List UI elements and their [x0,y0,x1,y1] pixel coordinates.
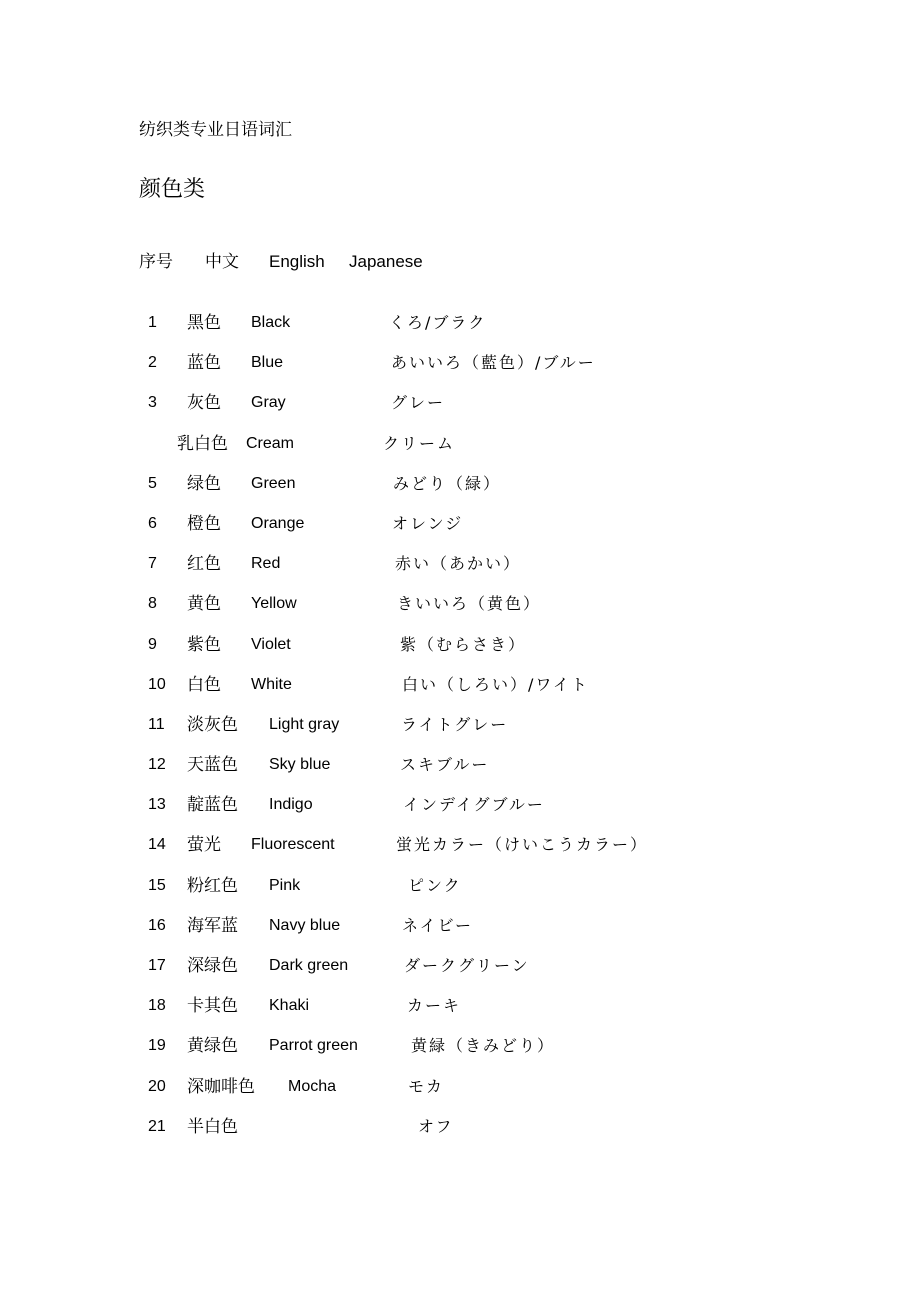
row-chinese: 红色 [187,554,221,575]
row-chinese: 粉红色 [187,875,238,896]
row-english: White [251,675,292,693]
row-japanese: 黄緑（きみどり） [411,1036,556,1056]
row-japanese: 白い（しろい）/ワイト [402,674,589,694]
row-chinese: 深绿色 [187,956,238,976]
row-japanese: モカ [408,1076,445,1096]
row-english: Mocha [288,1077,337,1095]
row-chinese: 白色 [187,674,221,695]
row-chinese: 黑色 [187,313,221,333]
table-header-ja: Japanese [349,252,423,271]
row-english: Orange [251,514,305,532]
row-chinese: 黄绿色 [187,1036,238,1057]
row-number: 17 [148,957,166,974]
row-english: Green [251,474,296,492]
row-japanese: スキブルー [400,755,490,775]
row-chinese: 半白色 [187,1116,238,1137]
row-japanese: みどり（緑） [393,473,502,493]
row-english: Violet [251,635,291,653]
vocab-row [0,633,920,673]
row-english: Yellow [251,595,297,613]
row-japanese: ダークグリーン [404,956,530,975]
vocab-row [0,713,920,753]
row-number: 13 [148,796,166,814]
row-chinese: 蓝色 [187,353,221,374]
vocab-row [0,1075,920,1115]
row-chinese: 绿色 [187,473,221,494]
section-title: 颜色类 [139,177,206,202]
row-chinese: 乳白色 [177,433,228,454]
vocab-row [0,874,920,914]
row-number: 2 [148,354,157,372]
row-english: Light gray [269,715,340,733]
vocab-row [0,793,920,833]
row-english: Cream [246,434,295,452]
row-chinese: 紫色 [187,634,221,655]
row-number: 9 [148,635,157,653]
vocab-row [0,311,920,351]
row-japanese: オレンジ [392,513,464,533]
row-chinese: 卡其色 [187,996,238,1017]
row-english: Dark green [269,957,349,974]
row-chinese: 天蓝色 [187,755,238,776]
row-english: Khaki [269,997,310,1015]
table-header-en: English [269,252,325,271]
vocab-row [0,351,920,391]
vocab-row [0,954,920,994]
row-english: Red [251,555,281,573]
row-chinese: 橙色 [187,513,221,534]
row-english: Parrot green [269,1037,358,1055]
document-title: 纺织类专业日语词汇 [139,120,292,140]
row-chinese: 淡灰色 [187,714,238,735]
row-japanese: 紫（むらさき） [400,634,527,654]
vocab-row [0,1115,920,1155]
vocab-row [0,472,920,512]
row-chinese: 海军蓝 [187,915,238,936]
vocabulary-list [0,311,920,1155]
row-number: 14 [148,836,166,854]
row-japanese: 蛍光カラー（けいこうカラー） [396,835,649,855]
row-japanese: カーキ [407,996,462,1016]
row-number: 11 [148,715,165,733]
row-chinese: 深咖啡色 [187,1076,255,1097]
vocab-row [0,914,920,954]
row-number: 16 [148,916,166,934]
row-japanese: ネイビー [402,915,474,935]
vocab-row [0,592,920,632]
row-english: Sky blue [269,756,331,774]
row-number: 21 [148,1117,166,1135]
row-chinese: 萤光 [187,835,221,856]
row-chinese: 黄色 [187,594,221,615]
vocab-row [0,552,920,592]
row-english: Black [251,314,291,331]
row-japanese: ライトグレー [401,714,509,734]
row-japanese: クリーム [383,433,456,453]
row-number: 19 [148,1037,166,1055]
vocab-row [0,1034,920,1074]
row-japanese: オフ [418,1116,454,1136]
row-number: 12 [148,756,166,774]
table-header-num: 序号 [139,252,173,272]
row-english: Gray [251,394,286,412]
row-japanese: ピンク [408,875,462,895]
row-number: 7 [148,555,157,573]
row-japanese: あいいろ（藍色）/ブルー [391,353,596,373]
row-japanese: グレー [391,393,446,413]
row-number: 20 [148,1077,166,1095]
row-japanese: 赤い（あかい） [395,554,522,574]
row-number: 6 [148,514,157,532]
vocab-row [0,391,920,431]
row-number: 3 [148,394,157,412]
vocab-row [0,512,920,552]
row-number: 8 [148,595,157,613]
row-english: Indigo [269,796,313,814]
table-header-zh: 中文 [205,252,239,272]
row-chinese: 靛蓝色 [187,795,238,816]
vocab-row [0,753,920,793]
row-english: Blue [251,354,284,372]
row-japanese: インデイグブルー [403,795,545,815]
row-number: 5 [148,474,157,492]
row-number: 18 [148,997,166,1015]
row-japanese: くろ/ブラク [389,313,487,332]
row-number: 10 [148,675,166,693]
row-english: Fluorescent [251,836,335,854]
row-number: 15 [148,876,166,894]
vocab-row [0,994,920,1034]
row-english: Navy blue [269,916,341,934]
row-japanese: きいいろ（黄色） [397,594,542,614]
vocab-row [0,432,920,472]
row-chinese: 灰色 [187,393,221,414]
vocab-row [0,833,920,873]
row-number: 1 [148,314,157,331]
vocab-row [0,673,920,713]
row-english: Pink [269,876,301,894]
